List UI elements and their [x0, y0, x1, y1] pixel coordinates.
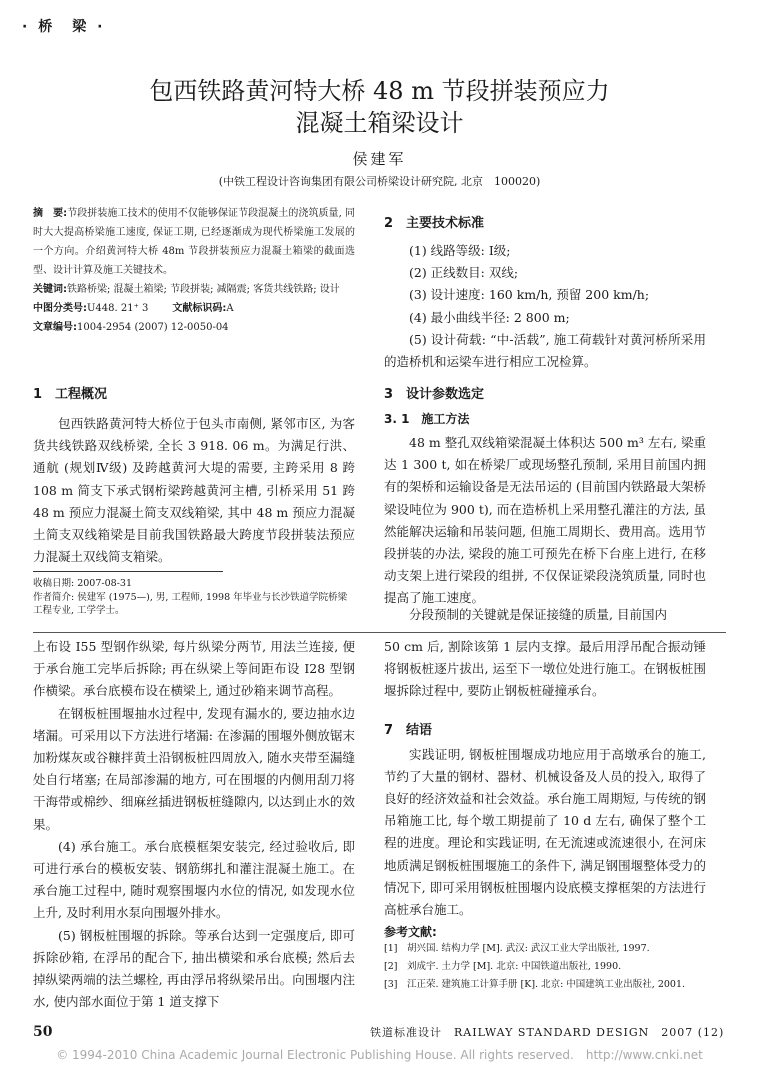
conclusion-paragraph: 实践证明, 钢板桩围堰成功地应用于高墩承台的施工, 节约了大量的钢材、器材、机械设备及人员的投入, 取得了良好的经济效益和社会效益。承台施工周期短, 与传统的钢吊箱施工比, 每个墩工期提前了 10 d 左右, 确保了整个工程的进度。理论和实践证明, 在无流速或流速很小, 在河床地质满足钢板桩围堰施工的条件下, 满足钢围堰整体受力的情况下, 即可采用钢板桩围堰内设底模支撑框架的方法进行高桩承台施工。 [384, 746, 706, 918]
reference-item: [2] 刘成宇. 土力学 [M]. 北京: 中国铁道出版社, 1990. [384, 961, 622, 973]
article-title-line2: 混凝土箱梁设计 [295, 109, 464, 137]
abstract-text: 节段拼装施工技术的使用不仅能够保证节段混凝土的浇筑质量, 同时大大提高桥梁施工速度, 保证工期, 已经逐渐成为现代桥梁施工发展的一个方向。介绍黄河特大桥 48m 节段拼装预应力混凝土箱梁的截面选型、设计计算及施工关键技术。 [33, 208, 356, 276]
section2-list [384, 240, 706, 373]
article-title-line1: 包西铁路黄河特大桥 48 m 节段拼装预应力 [149, 77, 610, 105]
section3-paragraph-2: 分段预制的关键就是保证接缝的质量, 目前国内 [409, 607, 667, 622]
received-date: 收稿日期: 2007-08-31 [33, 578, 132, 589]
author-affiliation: (中铁工程设计咨询集团有限公司桥梁设计研究院, 北京 100020) [218, 175, 541, 188]
references-list [384, 940, 706, 994]
abstract-paragraph [33, 204, 355, 280]
section1-paragraph: 包西铁路黄河特大桥位于包头市南侧, 紧邻市区, 为客货共线铁路双线桥梁, 全长 3 918. 06 m。为满足行洪、通航 (规划Ⅳ级) 及跨越黄河大堤的需要, 主跨采用 8 跨 108 m 简支下承式钢桁梁跨越黄河主槽, 引桥采用 51 跨 48 m 预应力混凝土简支双线箱梁, 其中 48 m 预应力混凝土简支双线箱梁是目前我国铁路最大跨度节段拼装法预应力混凝土双线简支箱梁。 [33, 416, 355, 565]
clc-label: 中图分类号: [33, 303, 87, 314]
paragraph: 50 cm 后, 割除该第 1 层内支撑。最后用浮吊配合振动锤将钢板桩逐片拔出, 运至下一墩位处进行施工。在钢板桩围堰拆除过程中, 要防止钢板桩碰撞承台。 [384, 639, 706, 699]
list-item: (5) 设计荷载: “中-活载”, 施工荷载针对黄河桥所采用的造桥机和运梁车进行相应工况检算。 [384, 331, 706, 370]
section3-heading: 3 设计参数选定 [384, 387, 485, 402]
article-no-value: 1004-2954 (2007) 12-0050-04 [77, 322, 229, 333]
author-bio: 作者简介: 侯建军 (1975—), 男, 工程师, 1998 年毕业与长沙铁道学院桥梁工程专业, 工学学士。 [33, 591, 348, 616]
list-item: (1) 线路等级: Ⅰ级; [409, 243, 511, 258]
article-no-label: 文章编号: [33, 322, 77, 333]
journal-footer: 铁道标准设计 RAILWAY STANDARD DESIGN 2007 (12) [370, 1026, 725, 1039]
keywords-line [33, 280, 355, 299]
paragraph: (4) 承台施工。承台底模框架安装完, 经过验收后, 即可进行承台的模板安装、钢筋绑扎和灌注混凝土施工。在承台施工过程中, 随时观察围堰内水位的情况, 如发现水位上升, 及时利用水泵向围堰外排水。 [33, 838, 355, 921]
conclusion-heading: 7 结语 [384, 722, 433, 738]
section-tag: · 桥 梁 · [22, 19, 106, 35]
abstract-block [33, 204, 355, 337]
classification-line [33, 299, 355, 318]
keywords-text: 铁路桥梁; 混凝土箱梁; 节段拼装; 减隔震; 客货共线铁路; 设计 [67, 284, 340, 295]
section2-heading: 2 主要技术标准 [384, 216, 485, 231]
doc-code-label: 文献标识码: [172, 303, 227, 314]
footnote-rule [33, 571, 223, 572]
reference-item: [3] 江正荣. 建筑施工计算手册 [K]. 北京: 中国建筑工业出版社, 2001. [384, 979, 686, 991]
copyright-watermark: © 1994-2010 China Academic Journal Electronic Publishing House. All rights reserved. http://www.cnki.net [56, 1048, 703, 1062]
lower-right-column [384, 636, 706, 994]
clc-value: U448. 21⁺ 3 [87, 303, 149, 314]
author-name: 侯建军 [352, 150, 407, 168]
abstract-label: 摘 要: [33, 208, 68, 219]
list-item: (3) 设计速度: 160 km/h, 预留 200 km/h; [409, 287, 650, 303]
section3-1-heading: 3. 1 施工方法 [384, 412, 470, 426]
list-item: (2) 正线数目: 双线; [409, 265, 519, 281]
column-divider-rule [33, 632, 726, 633]
section3-paragraph-1: 48 m 整孔双线箱梁混凝土体积达 500 m³ 左右, 梁重达 1 300 t, 如在桥梁厂或现场整孔预制, 采用目前国内拥有的架桥和运输设备是无法吊运的 (目前国内铁路最大架桥梁设吨位为 900 t), 而在造桥机上采用整孔灌注的方法, 虽然能解决运输和吊装问题, 但施工周期长、费用高。选用节段拼装的办法, 梁段的施工可预先在桥下台座上进行, 在移动支架上进行梁段的组拼, 不仅保证梁段浇筑质量, 同时也提高了施工速度。 [384, 435, 706, 606]
lower-left-column [33, 636, 355, 1013]
reference-item: [1] 胡兴国. 结构力学 [M]. 武汉: 武汉工业大学出版社, 1997. [384, 943, 650, 955]
footnote [33, 577, 355, 618]
article-number-line [33, 318, 355, 337]
paragraph: (5) 钢板桩围堰的拆除。等承台达到一定强度后, 即可拆除砂箱, 在浮吊的配合下, 抽出横梁和承台底模; 然后去掉纵梁两端的法兰螺栓, 再由浮吊将纵梁吊出。向围堰内注水, 使内部水面位于第 1 道支撑下 [33, 927, 355, 1010]
paragraph: 在钢板桩围堰抽水过程中, 发现有漏水的, 要边抽水边堵漏。可采用以下方法进行堵漏: 在渗漏的围堰外侧放锯末加粉煤灰或谷糠拌黄土沿钢板桩四周放入, 随水夹带至漏缝处自行堵塞; 在局部渗漏的地方, 可在围堰的内侧用刮刀将干海带或棉纱、细麻丝插进钢板桩缝隙内, 以达到止水的效果。 [33, 705, 355, 832]
references-heading: 参考文献: [384, 925, 437, 940]
doc-code-value: A [226, 303, 234, 314]
paragraph: 上布设 I55 型钢作纵梁, 每片纵梁分两节, 用法兰连接, 便于承台施工完毕后拆除; 再在纵梁上等间距布设 I28 型钢作横梁。承台底模布设在横梁上, 通过砂箱来调节高程。 [33, 639, 355, 699]
keywords-label: 关键词: [33, 284, 67, 295]
list-item: (4) 最小曲线半径: 2 800 m; [409, 309, 570, 325]
section1-heading: 1 工程概况 [33, 387, 108, 402]
page-number: 50 [33, 1024, 53, 1040]
